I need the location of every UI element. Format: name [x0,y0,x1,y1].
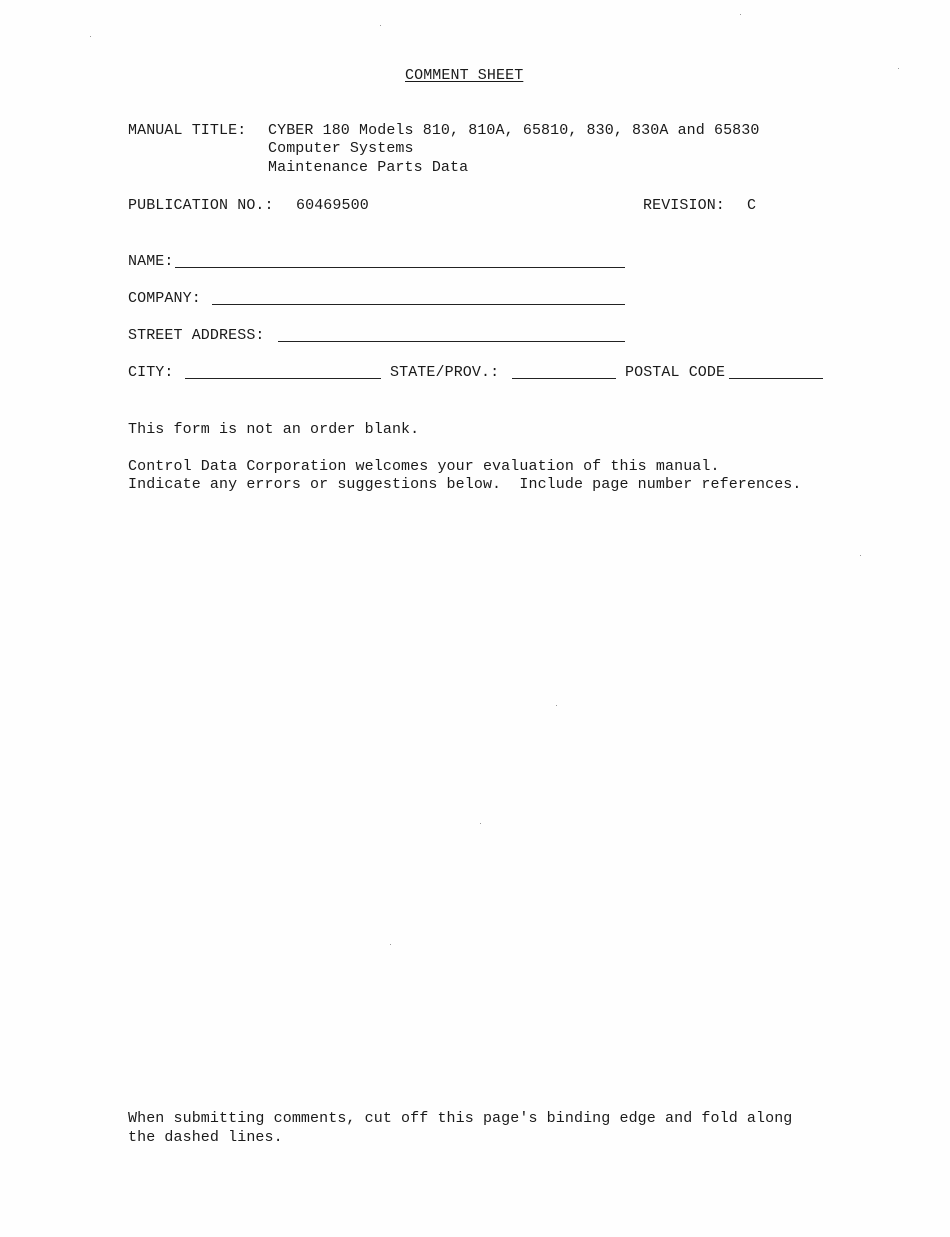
scan-speck [390,944,391,945]
state-label: STATE/PROV.: [390,364,500,381]
footer-line-1: When submitting comments, cut off this page's binding edge and fold along [128,1110,793,1127]
publication-label: PUBLICATION NO.: [128,197,274,214]
footer-line-2: the dashed lines. [128,1129,283,1146]
manual-title-line-3: Maintenance Parts Data [268,159,469,176]
welcome-line-1: Control Data Corporation welcomes your evaluation of this manual. [128,458,720,475]
publication-number: 60469500 [296,197,369,214]
revision-value: C [747,197,757,214]
scan-speck [740,14,741,15]
manual-title-line-1: CYBER 180 Models 810, 810A, 65810, 830, 830A and 65830 [268,122,760,139]
page-title: COMMENT SHEET [405,67,524,84]
welcome-line-2: Indicate any errors or suggestions below. Include page number references. [128,476,802,493]
comment-area[interactable] [128,510,823,1090]
manual-title-label: MANUAL TITLE: [128,122,247,139]
name-label: NAME: [128,253,174,270]
company-label: COMPANY: [128,290,201,307]
street-address-label: STREET ADDRESS: [128,327,265,344]
scan-speck [90,36,91,37]
revision-label: REVISION: [643,197,725,214]
order-blank-note: This form is not an order blank. [128,421,420,438]
scan-speck [380,25,381,26]
scan-speck [860,555,861,556]
city-field-line[interactable] [185,378,381,379]
postal-code-label: POSTAL CODE [625,364,726,381]
name-field-line[interactable] [175,267,625,268]
manual-title-line-2: Computer Systems [268,140,414,157]
postal-code-field-line[interactable] [729,378,823,379]
state-field-line[interactable] [512,378,616,379]
street-address-field-line[interactable] [278,341,625,342]
scan-speck [898,68,899,69]
scan-speck [556,705,557,706]
city-label: CITY: [128,364,174,381]
company-field-line[interactable] [212,304,625,305]
scan-speck [480,823,481,824]
